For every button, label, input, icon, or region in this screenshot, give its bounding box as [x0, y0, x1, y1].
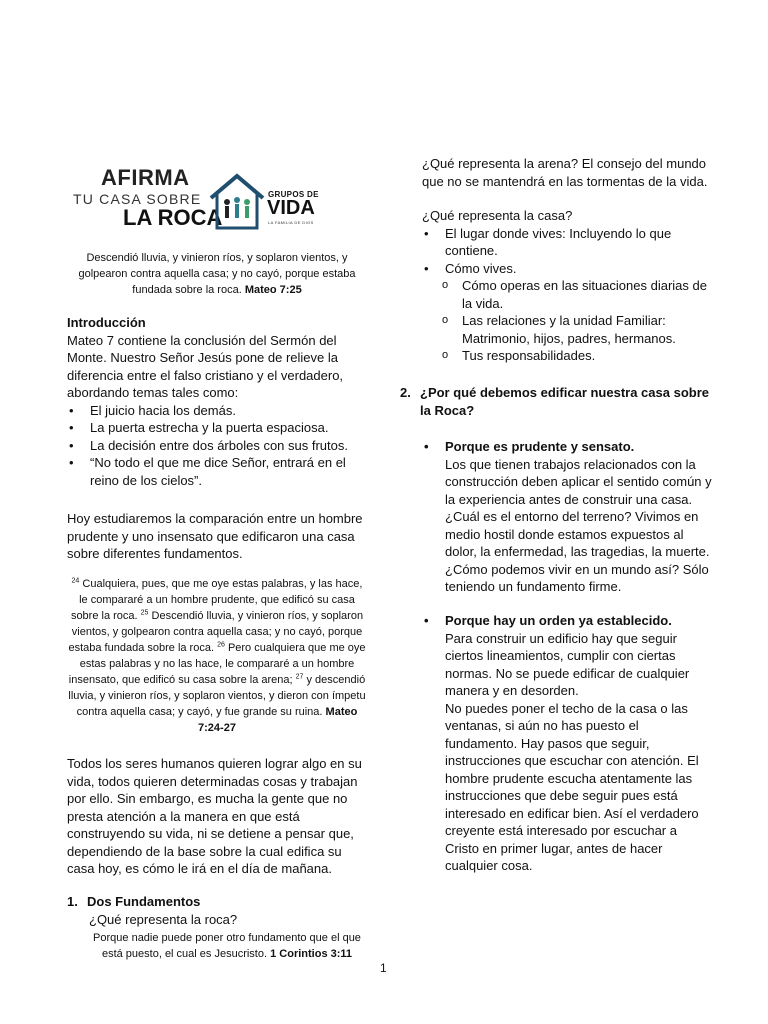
reason-text: Los que tienen trabajos relacionados con la construcción deben aplicar el sentido común y la experiencia antes de construir una casa. ¿Cuál es el entorno del terreno? Vivimos en medio hostil donde estamos expuestos al dolor, la enfermedad, las tragedias, la muerte. ¿Cómo podemos vivir en un mundo así? Sólo teniendo un fundamento firme.	[445, 456, 712, 594]
logo-vida: VIDA	[267, 197, 315, 219]
section-number: 2.	[400, 385, 411, 400]
list-item: • La puerta estrecha y la puerta espaciosa.	[67, 419, 367, 437]
verse-ref: 1 Corintios 3:11	[270, 948, 353, 960]
intro-list	[67, 402, 367, 490]
verse-number: 25	[140, 609, 149, 617]
casa-block	[422, 207, 712, 365]
epigraph	[67, 250, 367, 298]
logo-la-roca: LA ROCA	[123, 205, 223, 230]
epigraph-text: Descendió lluvia, y vinieron ríos, y soplaron vientos, y golpearon contra aquella casa; y no cayó, porque estaba fundada sobre la roca.	[78, 252, 356, 296]
verse-text: y descendió lluvia, y vinieron ríos, y soplaron vientos, y dieron con ímpetu contra aquella casa; y cayó, y fue grande su ruina.	[68, 674, 366, 718]
verse-text: Pero cualquiera que me oye estas palabras y no las hace, le compararé a un hombre insensato, que edificó su casa sobre la arena;	[68, 642, 366, 686]
verse-number: 24	[71, 577, 80, 585]
reason-text: Para construir un edificio hay que seguir ciertos lineamientos, cumplir con ciertas normas. No se puede edificar de cualquier manera y en desorden.	[445, 630, 690, 698]
logo-tagline: LA FAMILIA DE DIOS	[268, 220, 314, 225]
verse-text: Cualquiera, pues, que me oye estas palabras, y las hace, le compararé a un hombre prudente, que edificó su casa sobre la roca.	[70, 578, 363, 622]
question-casa: ¿Qué representa la casa?	[422, 208, 573, 223]
section-1-heading	[67, 893, 367, 911]
section-number: 1.	[67, 894, 78, 909]
list-item: • “No todo el que me dice Señor, entrará en el reino de los cielos”.	[67, 454, 367, 489]
humans-paragraph: Todos los seres humanos quieren lograr algo en su vida, todos quieren determinadas cosas y trabajan por ello. Sin embargo, es mucha la gente que no presta atención a la manera en que está construyendo su vida, ni se detiene a pensar que, dependiendo de la base sobre la cual edifica su casa hoy, es cómo le irá en el día de mañana.	[67, 756, 362, 876]
reason-title: • Porque hay un orden ya establecido.	[422, 612, 712, 630]
question-roca: ¿Qué representa la roca?	[89, 911, 238, 927]
epigraph-ref: Mateo 7:25	[244, 284, 302, 296]
list-item: • Cómo vives.	[422, 260, 712, 278]
intro-heading: Introducción	[67, 315, 146, 330]
intro-text: Mateo 7 contiene la conclusión del Sermón del Monte. Nuestro Señor Jesús pone de relieve la diferencia entre el falso cristiano y el verdadero, abordando temas tales como:	[67, 332, 344, 400]
question-arena: ¿Qué representa la arena? El consejo del mundo que no se mantendrá en las tormentas de la vida.	[422, 156, 708, 189]
list-item: o Cómo operas en las situaciones diarias de la vida.	[400, 277, 712, 312]
reason-text: No puedes poner el techo de la casa o las ventanas, si aún no has puesto el fundamento. Hay pasos que seguir, instrucciones que escuchar con atención. El hombre prudente escucha atentamente las instrucciones que debe seguir pues está interesado en edificar bien. Así el verdadero creyente está interesado por escuchar a Cristo en primer lugar, antes de hacer cualquier cosa.	[445, 700, 699, 873]
list-item: o Tus responsabilidades.	[400, 347, 712, 365]
logo	[67, 160, 327, 235]
verse-text: Porque nadie puede poner otro fundamento que el que está puesto, el cual es Jesucristo.	[93, 932, 361, 960]
reason-2	[422, 612, 712, 875]
verse-number: 26	[217, 641, 225, 649]
passage-ref: Mateo 7:24-27	[198, 706, 358, 734]
scripture-passage	[67, 576, 367, 736]
logo-grupos: GRUPOS DE	[268, 190, 319, 199]
list-item: • El juicio hacia los demás.	[67, 402, 367, 420]
logo-tu-casa: TU CASA SOBRE	[73, 191, 202, 207]
verse-text: Descendió lluvia, y vinieron ríos, y soplaron vientos, y golpearon contra aquella casa; y no cayó, porque estaba fundada sobre la roca.	[68, 610, 364, 654]
casa-sublist	[400, 277, 712, 365]
section-1	[67, 893, 367, 962]
today-paragraph: Hoy estudiaremos la comparación entre un hombre prudente y uno insensato que edificaron una casa sobre diferentes fundamentos.	[67, 511, 363, 561]
list-item: o Las relaciones y la unidad Familiar: Matrimonio, hijos, padres, hermanos.	[400, 312, 712, 347]
list-item: • El lugar donde vives: Incluyendo lo que contiene.	[422, 225, 712, 260]
casa-list	[422, 225, 712, 278]
section-title: ¿Por qué debemos edificar nuestra casa sobre la Roca?	[420, 385, 709, 418]
introduction	[67, 314, 367, 489]
logo-afirma: AFIRMA	[101, 165, 190, 190]
page-number: 1	[380, 961, 387, 975]
section-title: Dos Fundamentos	[87, 894, 201, 909]
section-2-heading	[400, 384, 710, 419]
reason-title: • Porque es prudente y sensato.	[422, 438, 712, 456]
roca-verse	[67, 930, 367, 962]
house-family-icon	[207, 172, 267, 232]
reason-1	[422, 438, 712, 596]
list-item: • La decisión entre dos árboles con sus frutos.	[67, 437, 367, 455]
verse-number: 27	[295, 673, 304, 681]
